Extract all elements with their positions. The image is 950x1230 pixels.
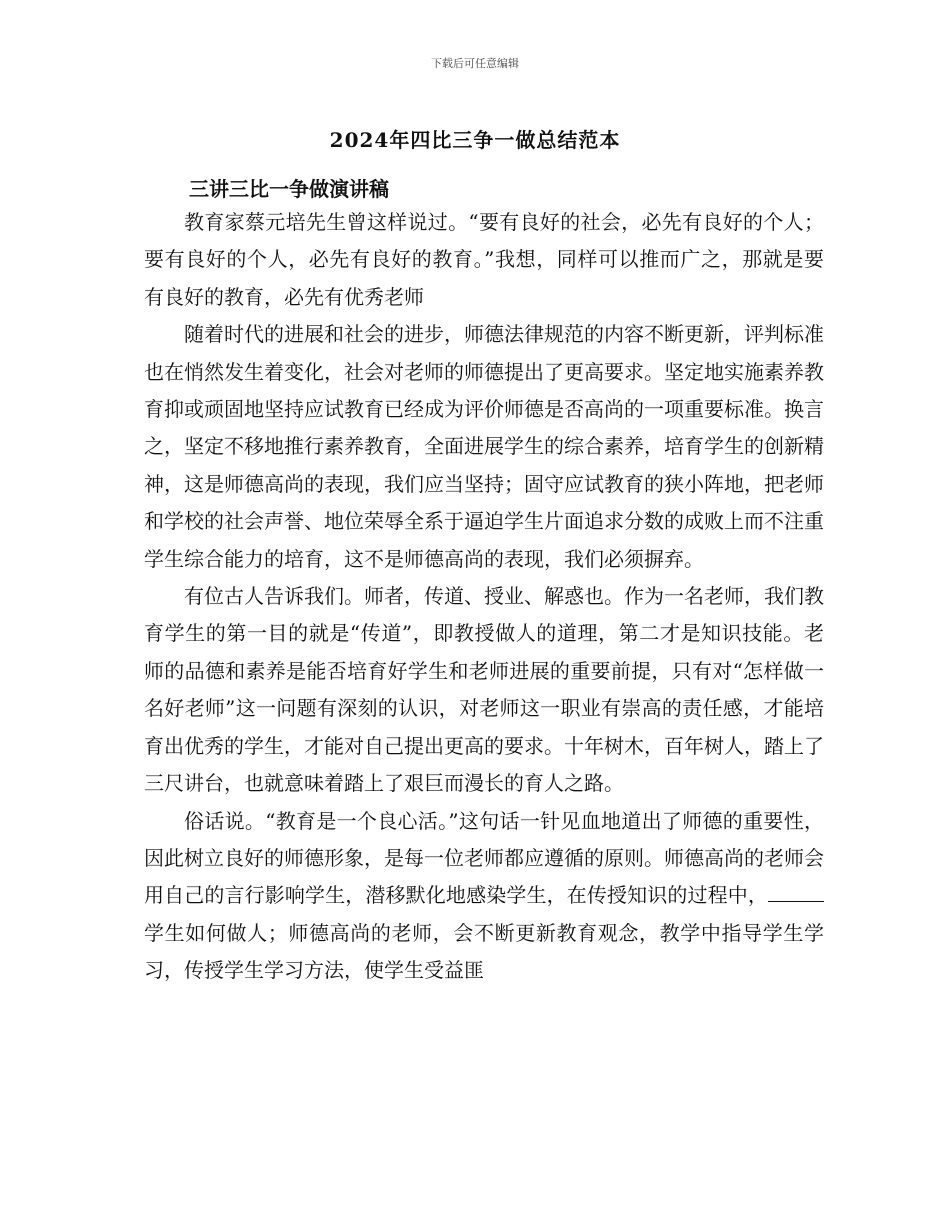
header-note: 下载后可任意编辑: [431, 57, 519, 70]
paragraph-4: [144, 803, 824, 990]
paragraph-3: 有位古人告诉我们。师者，传道、授业、解惑也。作为一名老师，我们教育学生的第一目的就是“传道”，即教授做人的道理，第二才是知识技能。老师的品德和素养是能否培育好学生和老师进展的重要前提，只有对“怎样做一名好老师”这一问题有深刻的认识，对老师这一职业有崇高的责任感，才能培育出优秀的学生，才能对自己提出更高的要求。十年树木，百年树人，踏上了三尺讲台，也就意味着踏上了艰巨而漫长的育人之路。: [144, 584, 824, 796]
paragraph-4-part-2: 学生如何做人；师德高尚的老师，会不断更新教育观念，教学中指导学生学习，传授学生学习方法，使学生受益匪: [144, 920, 824, 983]
paragraph-1: 教育家蔡元培先生曾这样说过。“要有良好的社会，必先有良好的个人；要有良好的个人，必先有良好的教育。”我想，同样可以推而广之，那就是要有良好的教育，必先有优秀老师: [144, 210, 824, 309]
document-title: 2024年四比三争一做总结范本: [329, 128, 621, 152]
document-body: [144, 204, 824, 990]
paragraph-4-part-1: 俗话说。“教育是一个良心活。”这句话一针见血地道出了师德的重要性，因此树立良好的师德形象，是每一位老师都应遵循的原则。师德高尚的老师会用自己的言行影响学生，潜移默化地感染学生，在传授知识的过程中，: [144, 808, 824, 908]
paragraph-2: 随着时代的进展和社会的进步，师德法律规范的内容不断更新，评判标准也在悄然发生着变化，社会对老师的师德提出了更高要求。坚定地实施素养教育抑或顽固地坚持应试教育已经成为评价师德是否高尚的一项重要标准。换言之，坚定不移地推行素养教育，全面进展学生的综合素养，培育学生的创新精神，这是师德高尚的表现，我们应当坚持；固守应试教育的狭小阵地，把老师和学校的社会声誉、地位荣辱全系于逼迫学生片面追求分数的成败上而不注重学生综合能力的培育，这不是师德高尚的表现，我们必须摒弃。: [144, 322, 824, 571]
section-heading: 三讲三比一争做演讲稿: [189, 177, 389, 201]
fill-in-blank: [768, 881, 824, 902]
